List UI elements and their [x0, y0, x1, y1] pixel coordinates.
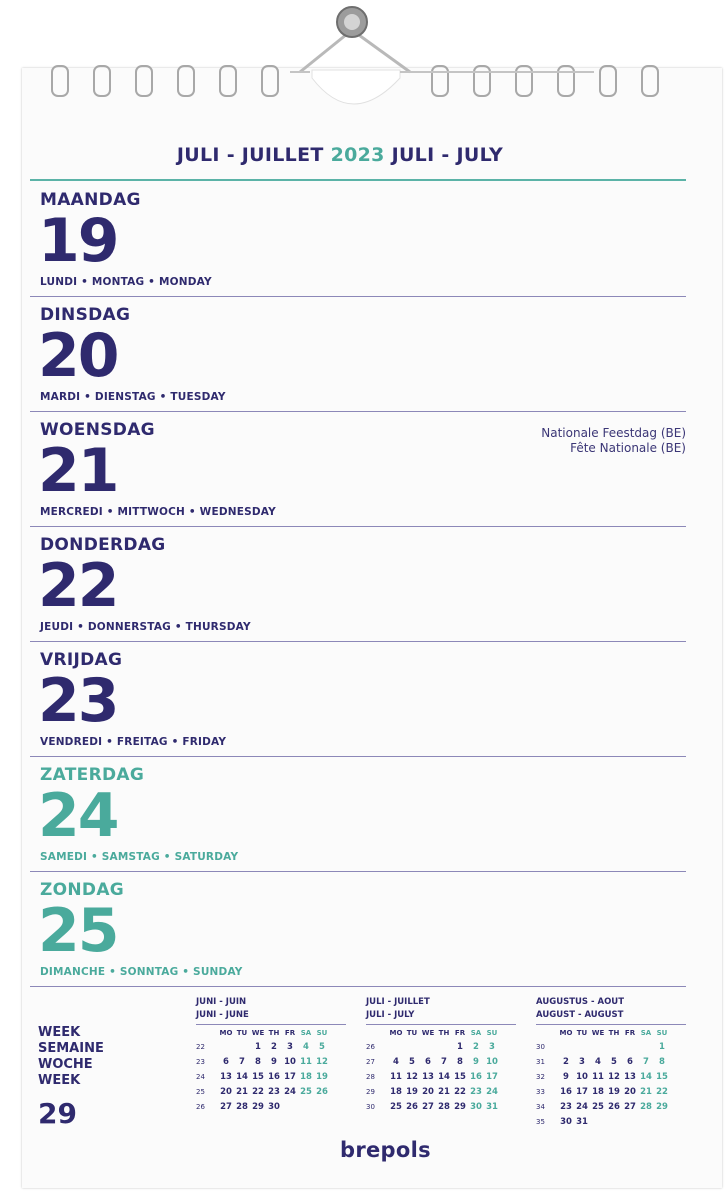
date-cell: 26 — [316, 1087, 328, 1097]
date-cell — [436, 1040, 452, 1055]
week-number-cell: 32 — [536, 1073, 545, 1081]
date-cell: 11 — [592, 1072, 604, 1082]
date-cell — [420, 1040, 436, 1055]
date-cell: 29 — [656, 1102, 668, 1112]
day-name: WOENSDAG — [40, 420, 155, 440]
date-cell — [314, 1100, 330, 1115]
date-cell: 1 — [255, 1042, 261, 1052]
date-cell: 4 — [393, 1057, 399, 1067]
date-cell: 6 — [425, 1057, 431, 1067]
date-cell: 24 — [486, 1087, 498, 1097]
day-row-saturday — [30, 757, 686, 872]
date-cell: 7 — [239, 1057, 245, 1067]
grid-corner — [196, 1027, 218, 1040]
day-name: ZONDAG — [40, 880, 125, 900]
date-cell: 25 — [592, 1102, 604, 1112]
mini-calendar-title: JUNI - JUIN — [196, 997, 247, 1007]
date-cell: 31 — [576, 1117, 588, 1127]
day-translations: LUNDI • MONTAG • MONDAY — [40, 276, 212, 288]
date-cell: 30 — [560, 1117, 572, 1127]
day-number: 25 — [38, 896, 118, 966]
date-cell: 1 — [659, 1042, 665, 1052]
date-cell: 16 — [560, 1087, 572, 1097]
date-cell: 27 — [624, 1102, 636, 1112]
mini-calendar-grid — [196, 1027, 346, 1115]
title-divider — [30, 179, 686, 181]
date-cell: 7 — [441, 1057, 447, 1067]
date-cell: 21 — [236, 1087, 248, 1097]
date-cell: 31 — [486, 1102, 498, 1112]
weekday-header: WE — [421, 1029, 435, 1037]
date-cell — [590, 1115, 606, 1130]
week-label-en: WEEK — [38, 1073, 81, 1088]
date-cell — [606, 1115, 622, 1130]
date-cell: 3 — [489, 1042, 495, 1052]
date-cell: 12 — [406, 1072, 418, 1082]
weekday-header: FR — [454, 1029, 466, 1037]
date-cell: 15 — [454, 1072, 466, 1082]
brand-logo: brepols — [340, 1138, 431, 1162]
day-number: 23 — [38, 666, 118, 736]
day-name: DINSDAG — [40, 305, 131, 325]
mini-calendar-subtitle: JULI - JULY — [366, 1009, 516, 1025]
weekday-header: FR — [284, 1029, 296, 1037]
grid-corner — [536, 1027, 558, 1040]
date-cell: 10 — [284, 1057, 296, 1067]
day-divider — [30, 986, 686, 988]
week-label-de: WOCHE — [38, 1057, 93, 1072]
weekday-header: MO — [219, 1029, 233, 1037]
date-cell: 3 — [287, 1042, 293, 1052]
date-cell: 18 — [592, 1087, 604, 1097]
date-cell — [622, 1115, 638, 1130]
weekday-header: SA — [300, 1029, 312, 1037]
day-translations: JEUDI • DONNERSTAG • THURSDAY — [40, 621, 251, 633]
date-cell: 19 — [316, 1072, 328, 1082]
date-cell: 6 — [627, 1057, 633, 1067]
date-cell: 1 — [457, 1042, 463, 1052]
date-cell: 10 — [486, 1057, 498, 1067]
weekday-header: TU — [576, 1029, 588, 1037]
date-cell: 12 — [316, 1057, 328, 1067]
weekday-header: SU — [486, 1029, 498, 1037]
title-left: JULI - JUILLET — [176, 144, 324, 166]
week-block — [38, 1025, 104, 1130]
date-cell: 5 — [611, 1057, 617, 1067]
week-number-cell: 25 — [196, 1088, 205, 1096]
date-cell: 12 — [608, 1072, 620, 1082]
holiday-note — [541, 426, 686, 456]
day-name: DONDERDAG — [40, 535, 166, 555]
date-cell: 15 — [656, 1072, 668, 1082]
week-number-cell: 30 — [536, 1043, 545, 1051]
week-number-cell: 24 — [196, 1073, 205, 1081]
date-cell: 17 — [486, 1072, 498, 1082]
date-cell: 10 — [576, 1072, 588, 1082]
date-cell: 9 — [563, 1072, 569, 1082]
holiday-line-nl: Nationale Feestdag (BE) — [541, 426, 686, 440]
date-cell — [404, 1040, 420, 1055]
date-cell — [574, 1040, 590, 1055]
weekday-header: WE — [251, 1029, 265, 1037]
date-cell: 17 — [576, 1087, 588, 1097]
date-cell: 20 — [624, 1087, 636, 1097]
date-cell: 27 — [422, 1102, 434, 1112]
date-cell — [606, 1040, 622, 1055]
date-cell — [218, 1040, 234, 1055]
date-cell: 9 — [271, 1057, 277, 1067]
date-cell: 19 — [608, 1087, 620, 1097]
date-cell: 15 — [252, 1072, 264, 1082]
date-cell: 13 — [220, 1072, 232, 1082]
day-name: ZATERDAG — [40, 765, 145, 785]
date-cell: 14 — [236, 1072, 248, 1082]
date-cell: 7 — [643, 1057, 649, 1067]
weekday-header: MO — [559, 1029, 573, 1037]
date-cell: 20 — [220, 1087, 232, 1097]
date-cell: 18 — [390, 1087, 402, 1097]
date-cell: 14 — [640, 1072, 652, 1082]
day-row-monday — [30, 182, 686, 297]
week-number-cell: 26 — [196, 1103, 205, 1111]
date-cell — [388, 1040, 404, 1055]
week-number-cell: 29 — [366, 1088, 375, 1096]
date-cell: 4 — [595, 1057, 601, 1067]
date-cell: 21 — [438, 1087, 450, 1097]
weekday-header: SU — [316, 1029, 328, 1037]
date-cell: 13 — [422, 1072, 434, 1082]
week-number-cell: 22 — [196, 1043, 205, 1051]
date-cell: 26 — [608, 1102, 620, 1112]
day-row-friday — [30, 642, 686, 757]
date-cell — [638, 1115, 654, 1130]
week-number-cell: 28 — [366, 1073, 375, 1081]
mini-calendar-subtitle: AUGUST - AUGUST — [536, 1009, 686, 1025]
day-row-tuesday — [30, 297, 686, 412]
day-name: VRIJDAG — [40, 650, 123, 670]
day-translations: DIMANCHE • SONNTAG • SUNDAY — [40, 966, 243, 978]
date-cell — [622, 1040, 638, 1055]
week-number-cell: 26 — [366, 1043, 375, 1051]
day-number: 20 — [38, 321, 118, 391]
date-cell: 25 — [300, 1087, 312, 1097]
week-number-cell: 35 — [536, 1118, 545, 1126]
date-cell: 22 — [252, 1087, 264, 1097]
mini-calendar-august — [536, 996, 686, 1130]
date-cell — [638, 1040, 654, 1055]
date-cell: 5 — [319, 1042, 325, 1052]
date-cell: 19 — [406, 1087, 418, 1097]
day-translations: MARDI • DIENSTAG • TUESDAY — [40, 391, 226, 403]
day-row-thursday — [30, 527, 686, 642]
date-cell: 23 — [560, 1102, 572, 1112]
date-cell: 16 — [268, 1072, 280, 1082]
weekday-header: TH — [268, 1029, 280, 1037]
date-cell: 2 — [473, 1042, 479, 1052]
date-cell: 11 — [300, 1057, 312, 1067]
date-cell: 11 — [390, 1072, 402, 1082]
spiral-binding — [0, 0, 726, 120]
day-row-sunday — [30, 872, 686, 987]
week-label-fr: SEMAINE — [38, 1041, 104, 1056]
mini-calendar-title: AUGUSTUS - AOUT — [536, 997, 624, 1007]
weekday-header: SA — [640, 1029, 652, 1037]
week-number-cell: 34 — [536, 1103, 545, 1111]
date-cell: 28 — [438, 1102, 450, 1112]
mini-calendar-june — [196, 996, 346, 1115]
week-number-cell: 33 — [536, 1088, 545, 1096]
date-cell: 4 — [303, 1042, 309, 1052]
mini-calendar-subtitle: JUNI - JUNE — [196, 1009, 346, 1025]
title-year: 2023 — [330, 144, 385, 166]
date-cell: 28 — [236, 1102, 248, 1112]
week-number-cell: 27 — [366, 1058, 375, 1066]
month-title — [0, 144, 680, 166]
mini-calendar-grid — [536, 1027, 686, 1130]
date-cell: 23 — [268, 1087, 280, 1097]
week-number-cell: 30 — [366, 1103, 375, 1111]
date-cell: 18 — [300, 1072, 312, 1082]
day-number: 24 — [38, 781, 118, 851]
grid-corner — [366, 1027, 388, 1040]
day-number: 22 — [38, 551, 118, 621]
date-cell: 24 — [576, 1102, 588, 1112]
date-cell: 14 — [438, 1072, 450, 1082]
weekday-header: TU — [236, 1029, 248, 1037]
weekday-header: SA — [470, 1029, 482, 1037]
date-cell: 2 — [563, 1057, 569, 1067]
date-cell: 8 — [659, 1057, 665, 1067]
week-number: 29 — [38, 1097, 77, 1130]
day-number: 19 — [38, 206, 118, 276]
weekday-header: TH — [438, 1029, 450, 1037]
date-cell: 23 — [470, 1087, 482, 1097]
date-cell: 25 — [390, 1102, 402, 1112]
weekday-header: TU — [406, 1029, 418, 1037]
date-cell: 9 — [473, 1057, 479, 1067]
holiday-line-fr: Fête Nationale (BE) — [570, 441, 686, 455]
title-right: JULI - JULY — [391, 144, 504, 166]
date-cell: 29 — [252, 1102, 264, 1112]
date-cell: 13 — [624, 1072, 636, 1082]
day-translations: SAMEDI • SAMSTAG • SATURDAY — [40, 851, 239, 863]
date-cell: 17 — [284, 1072, 296, 1082]
date-cell — [282, 1100, 298, 1115]
date-cell: 24 — [284, 1087, 296, 1097]
day-translations: MERCREDI • MITTWOCH • WEDNESDAY — [40, 506, 276, 518]
week-number-cell: 23 — [196, 1058, 205, 1066]
date-cell: 2 — [271, 1042, 277, 1052]
date-cell — [558, 1040, 574, 1055]
day-row-wednesday — [30, 412, 686, 527]
date-cell: 20 — [422, 1087, 434, 1097]
mini-calendar-title: JULI - JUILLET — [366, 997, 430, 1007]
mini-calendar-grid — [366, 1027, 516, 1115]
date-cell: 8 — [457, 1057, 463, 1067]
date-cell: 5 — [409, 1057, 415, 1067]
week-number-cell: 31 — [536, 1058, 545, 1066]
day-number: 21 — [38, 436, 118, 506]
date-cell — [590, 1040, 606, 1055]
date-cell — [654, 1115, 670, 1130]
weekday-header: WE — [591, 1029, 605, 1037]
date-cell: 27 — [220, 1102, 232, 1112]
date-cell: 21 — [640, 1087, 652, 1097]
date-cell: 8 — [255, 1057, 261, 1067]
date-cell: 22 — [656, 1087, 668, 1097]
weekday-header: TH — [608, 1029, 620, 1037]
date-cell: 30 — [268, 1102, 280, 1112]
date-cell: 26 — [406, 1102, 418, 1112]
date-cell: 3 — [579, 1057, 585, 1067]
mini-calendar-july — [366, 996, 516, 1115]
day-translations: VENDREDI • FREITAG • FRIDAY — [40, 736, 227, 748]
date-cell: 30 — [470, 1102, 482, 1112]
date-cell: 22 — [454, 1087, 466, 1097]
date-cell: 6 — [223, 1057, 229, 1067]
weekday-header: FR — [624, 1029, 636, 1037]
weekday-header: MO — [389, 1029, 403, 1037]
date-cell: 29 — [454, 1102, 466, 1112]
date-cell — [298, 1100, 314, 1115]
weekday-header: SU — [656, 1029, 668, 1037]
date-cell — [234, 1040, 250, 1055]
date-cell: 16 — [470, 1072, 482, 1082]
week-label-nl: WEEK — [38, 1025, 81, 1040]
date-cell: 28 — [640, 1102, 652, 1112]
day-name: MAANDAG — [40, 190, 141, 210]
